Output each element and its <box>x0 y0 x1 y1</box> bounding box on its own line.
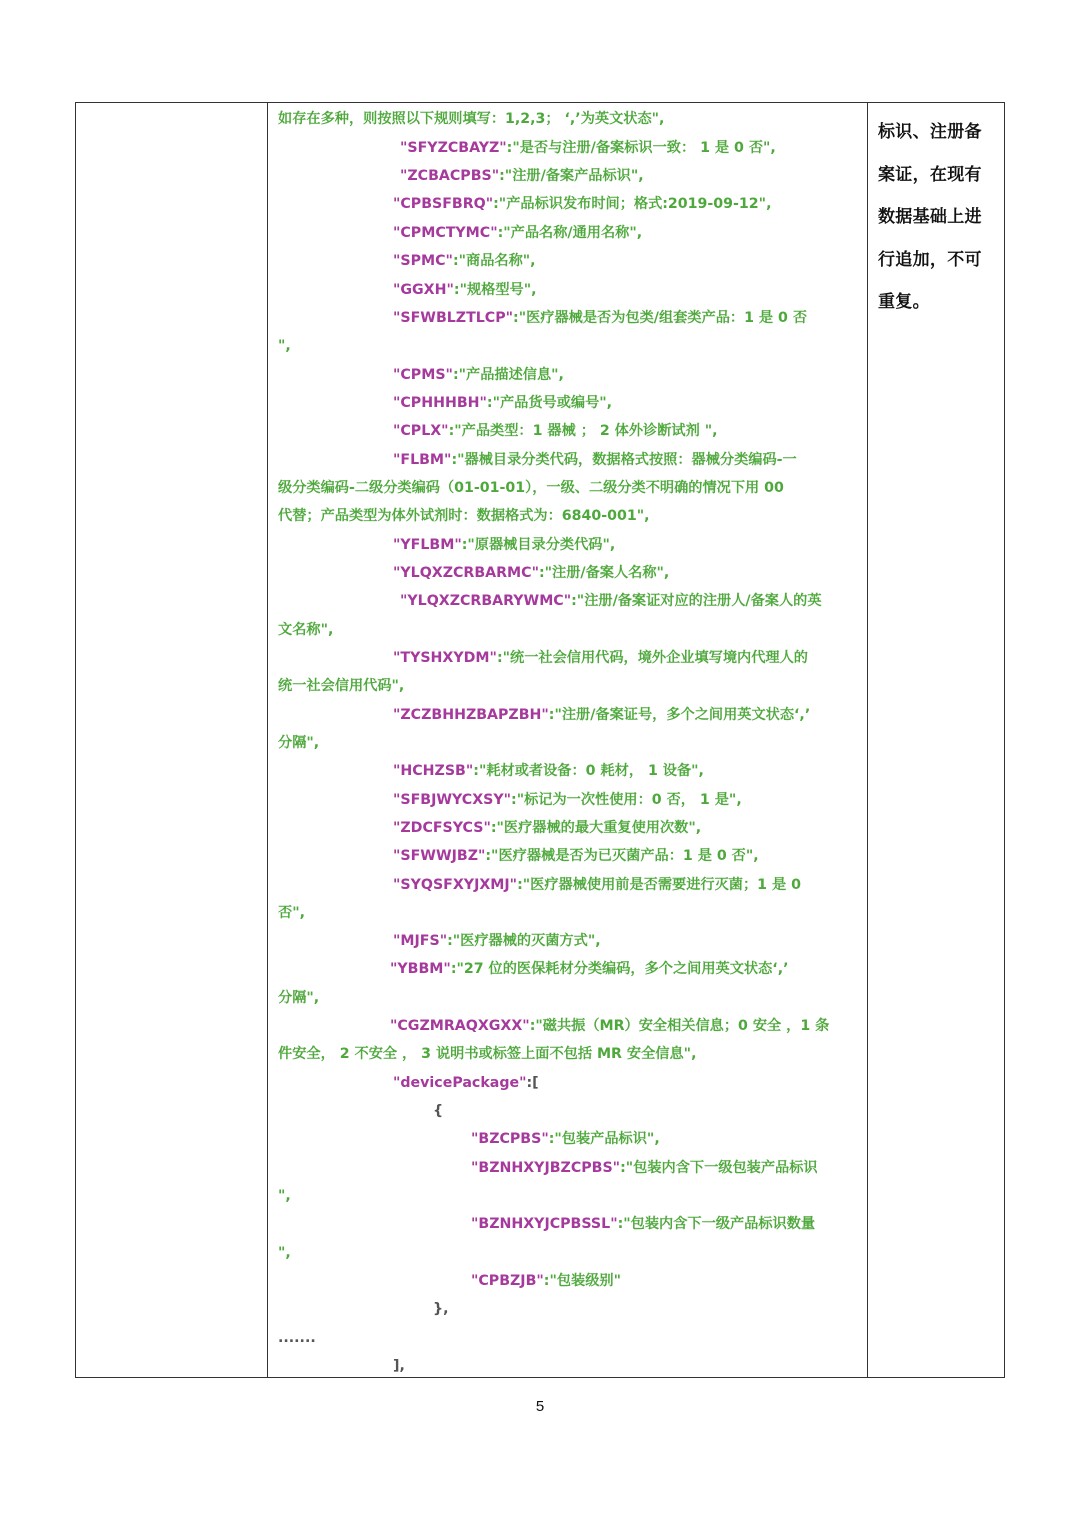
code-line <box>393 450 797 470</box>
code-line <box>471 1158 818 1178</box>
code-line <box>400 138 776 158</box>
json-value: :"注册/备案人名称", <box>538 565 670 581</box>
code-line <box>393 535 615 555</box>
json-value: :"商品名称", <box>452 253 536 269</box>
json-key: "MJFS" <box>393 933 448 949</box>
json-value: :"包装级别" <box>543 1273 622 1289</box>
json-value: :"是否与注册/备案标识一致： 1 是 0 否", <box>506 140 776 156</box>
json-value: :"产品标识发布时间；格式:2019-09-12", <box>493 196 772 212</box>
code-line <box>471 1214 815 1234</box>
json-value: :"统一社会信用代码，境外企业填写境内代理人的 <box>496 650 808 666</box>
code-line <box>393 365 564 385</box>
column-divider <box>267 103 268 1377</box>
json-key: "CGZMRAQXGXX" <box>390 1018 530 1034</box>
json-key: "BZNHXYJBZCPBS" <box>471 1160 621 1176</box>
json-value: :"产品描述信息", <box>452 367 564 383</box>
note-line: 行追加，不可 <box>878 249 982 270</box>
json-value: 级分类编码-二级分类编码（01-01-01），一级、二级分类不明确的情况下用 00 <box>278 480 784 496</box>
note-cell <box>878 111 998 324</box>
note-line: 标识、注册备 <box>878 122 982 142</box>
code-line <box>393 1356 405 1376</box>
note-line: 数据基础上进 <box>878 207 982 227</box>
code-line <box>278 903 305 923</box>
code-line <box>278 988 319 1008</box>
code-line <box>278 620 333 640</box>
json-key: "HCHZSB" <box>393 763 474 779</box>
json-value: ....... <box>278 1330 316 1346</box>
json-value: 否", <box>278 905 305 921</box>
code-line <box>433 1299 449 1319</box>
column-divider <box>867 103 868 1377</box>
code-line <box>278 478 784 498</box>
document-table <box>75 102 1005 1378</box>
code-line <box>278 109 664 129</box>
json-value: :"包装产品标识", <box>548 1131 660 1147</box>
code-line <box>278 336 291 356</box>
json-value: ", <box>278 1245 291 1261</box>
json-key: "YBBM" <box>390 961 451 977</box>
json-value: :"产品类型：1 器械 ； 2 体外诊断试剂 ", <box>448 423 718 439</box>
note-line: 案证，在现有 <box>878 164 982 185</box>
json-value: 代替；产品类型为体外试剂时：数据格式为：6840-001", <box>278 508 650 524</box>
json-value: }, <box>433 1301 449 1317</box>
code-line <box>393 648 808 668</box>
code-line <box>393 790 742 810</box>
code-line <box>278 1044 696 1064</box>
json-value: 文名称", <box>278 622 334 638</box>
json-value: :"医疗器械是否为包类/组套类产品：1 是 0 否 <box>513 310 808 326</box>
json-key: "ZCZBHHZBAPZBH" <box>393 707 549 723</box>
json-value: ], <box>393 1358 405 1374</box>
json-value: :"医疗器械使用前是否需要进行灭菌；1 是 0 <box>517 877 801 893</box>
json-key: "SYQSFXYJXMJ" <box>393 877 518 893</box>
json-key: "ZCBACPBS" <box>400 168 500 184</box>
code-line <box>278 506 650 526</box>
code-line <box>393 1073 539 1093</box>
json-value: :"产品名称/通用名称", <box>497 225 643 241</box>
code-line <box>390 959 788 979</box>
json-value: { <box>433 1103 444 1119</box>
code-line <box>393 393 612 413</box>
json-value: :"注册/备案证对应的注册人/备案人的英 <box>571 593 822 609</box>
code-line <box>390 1016 829 1036</box>
json-key: "SFBJWYCXSY" <box>393 792 512 808</box>
json-value: 件安全， 2 不安全 ， 3 说明书或标签上面不包括 MR 安全信息", <box>278 1046 697 1062</box>
code-line <box>393 931 601 951</box>
json-key: "devicePackage" <box>393 1075 527 1091</box>
json-key: "SFYZCBAYZ" <box>400 140 507 156</box>
json-value: :"规格型号", <box>453 282 537 298</box>
json-value: ", <box>278 1188 291 1204</box>
code-line <box>393 251 536 271</box>
json-key: "FLBM" <box>393 452 452 468</box>
json-key: "CPLX" <box>393 423 449 439</box>
json-value: :"医疗器械是否为已灭菌产品：1 是 0 否", <box>485 848 759 864</box>
json-key: "BZNHXYJCPBSSL" <box>471 1216 618 1232</box>
json-value: :[ <box>526 1075 539 1091</box>
code-line <box>278 733 319 753</box>
json-value: :"包装内含下一级产品标识数量 <box>617 1216 816 1232</box>
json-value: 分隔", <box>278 990 320 1006</box>
code-line <box>393 875 801 895</box>
json-key: "SPMC" <box>393 253 453 269</box>
json-value: 如存在多种，则按照以下规则填写：1,2,3； ‘,’为英文状态", <box>278 111 665 127</box>
json-key: "YLQXZCRBARMC" <box>393 565 539 581</box>
json-key: "SFWBLZTLCP" <box>393 310 514 326</box>
json-key: "CPHHHBH" <box>393 395 487 411</box>
json-key: "ZDCFSYCS" <box>393 820 491 836</box>
json-key: "CPMS" <box>393 367 453 383</box>
code-line <box>393 223 642 243</box>
json-value: :"标记为一次性使用：0 否， 1 是", <box>511 792 742 808</box>
json-key: "CPMCTYMC" <box>393 225 498 241</box>
code-line <box>433 1101 443 1121</box>
json-key: "CPBSFBRQ" <box>393 196 494 212</box>
code-line <box>278 1186 291 1206</box>
code-line <box>278 1243 291 1263</box>
code-line <box>400 166 644 186</box>
json-key: "SFWWJBZ" <box>393 848 486 864</box>
note-line: 重复。 <box>878 292 930 312</box>
json-key: "TYSHXYDM" <box>393 650 497 666</box>
code-line <box>393 194 771 214</box>
code-line <box>393 761 704 781</box>
code-line <box>393 308 807 328</box>
code-line <box>393 705 810 725</box>
code-line <box>393 421 718 441</box>
json-value: :"包装内含下一级包装产品标识 <box>620 1160 818 1176</box>
json-value: :"产品货号或编号", <box>486 395 613 411</box>
page-number: 5 <box>535 1398 545 1415</box>
json-value: :"医疗器械的最大重复使用次数", <box>490 820 702 836</box>
json-key: "BZCPBS" <box>471 1131 549 1147</box>
code-line <box>393 846 759 866</box>
json-value: :"原器械目录分类代码", <box>461 537 616 553</box>
code-line <box>393 818 701 838</box>
json-value: :"耗材或者设备：0 耗材， 1 设备", <box>473 763 704 779</box>
json-value: :"磁共振（MR）安全相关信息；0 安全 ，1 条 <box>529 1018 830 1034</box>
json-value: 分隔", <box>278 735 320 751</box>
code-line <box>393 280 537 300</box>
code-line <box>471 1271 621 1291</box>
json-value: :"器械目录分类代码，数据格式按照：器械分类编码-一 <box>451 452 797 468</box>
json-key: "YFLBM" <box>393 537 462 553</box>
code-line <box>400 591 822 611</box>
json-value: :"注册/备案产品标识", <box>499 168 644 184</box>
json-key: "CPBZJB" <box>471 1273 544 1289</box>
json-value: :"27 位的医保耗材分类编码，多个之间用英文状态‘,’ <box>450 961 789 977</box>
code-line <box>393 563 669 583</box>
json-key: "GGXH" <box>393 282 454 298</box>
json-value: :"注册/备案证号，多个之间用英文状态‘,’ <box>548 707 811 723</box>
json-key: "YLQXZCRBARYWMC" <box>400 593 572 609</box>
code-line <box>278 1328 316 1348</box>
code-line <box>278 676 404 696</box>
code-line <box>471 1129 660 1149</box>
json-value: ", <box>278 338 291 354</box>
json-value: 统一社会信用代码", <box>278 678 405 694</box>
json-value: :"医疗器械的灭菌方式", <box>447 933 601 949</box>
